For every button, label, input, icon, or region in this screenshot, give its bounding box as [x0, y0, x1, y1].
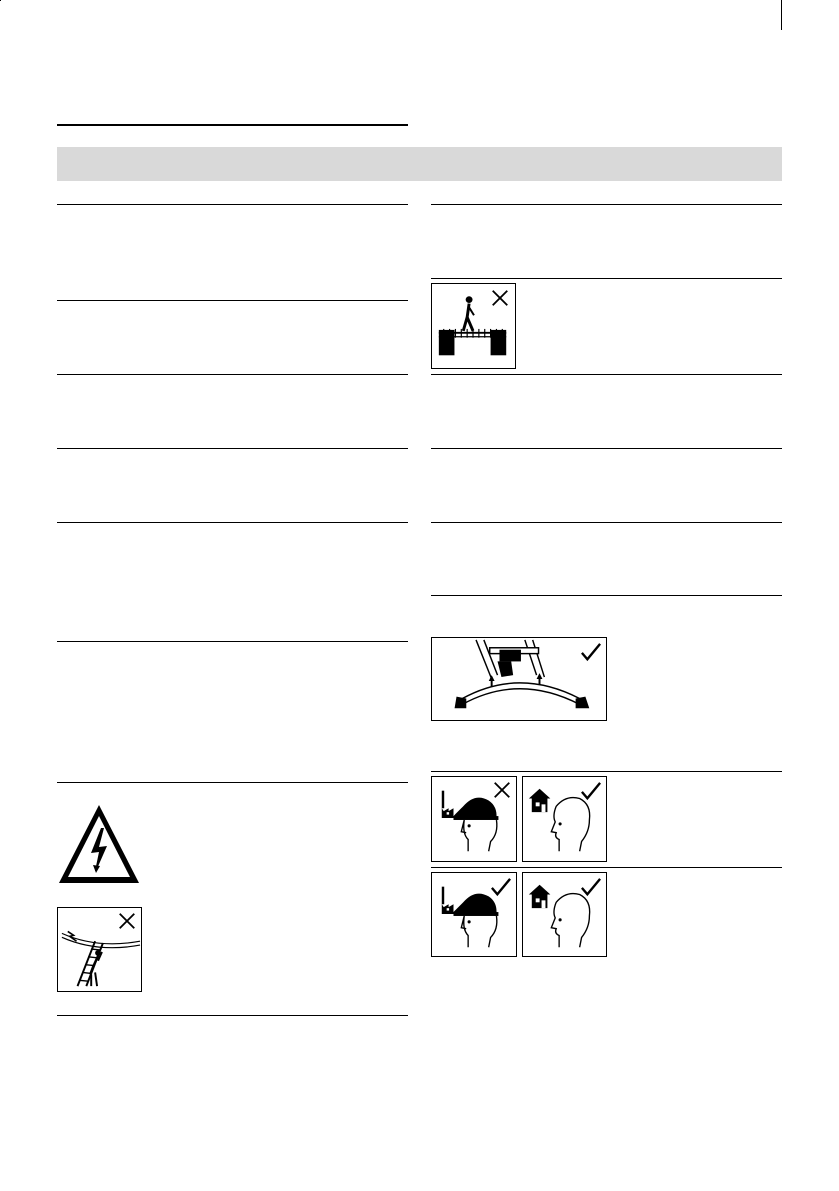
divider: [57, 641, 408, 642]
ladder-used-as-bridge-icon: [431, 283, 516, 369]
divider: [57, 204, 408, 205]
house-user-icon: [522, 776, 607, 862]
divider: [431, 771, 782, 772]
crop-mark-top-left: [0, 0, 1, 1]
divider: [57, 300, 408, 301]
check-icon: [490, 877, 512, 897]
crop-mark-top-right: [781, 0, 782, 30]
divider: [431, 448, 782, 449]
check-icon: [580, 877, 602, 897]
ladder-stabilizer-bar-icon: [431, 637, 607, 721]
divider: [57, 1015, 408, 1016]
section-banner: [57, 147, 782, 181]
divider: [431, 595, 782, 596]
divider: [57, 782, 408, 783]
cross-icon: [490, 288, 510, 308]
cross-icon: [117, 911, 137, 931]
divider: [431, 522, 782, 523]
ladder-near-power-lines-icon: [57, 907, 142, 992]
title-rule: [57, 124, 408, 126]
divider: [431, 867, 782, 868]
high-voltage-warning-triangle-icon: [56, 801, 142, 887]
cross-icon: [492, 780, 512, 800]
check-icon: [580, 781, 602, 801]
divider: [57, 448, 408, 449]
house-user-icon: [522, 872, 607, 957]
divider: [431, 278, 782, 279]
factory-hard-hat-icon: [431, 776, 517, 862]
divider: [57, 374, 408, 375]
check-icon: [580, 642, 602, 662]
divider: [431, 374, 782, 375]
factory-hard-hat-icon: [431, 872, 517, 957]
divider: [57, 522, 408, 523]
divider: [431, 204, 782, 205]
